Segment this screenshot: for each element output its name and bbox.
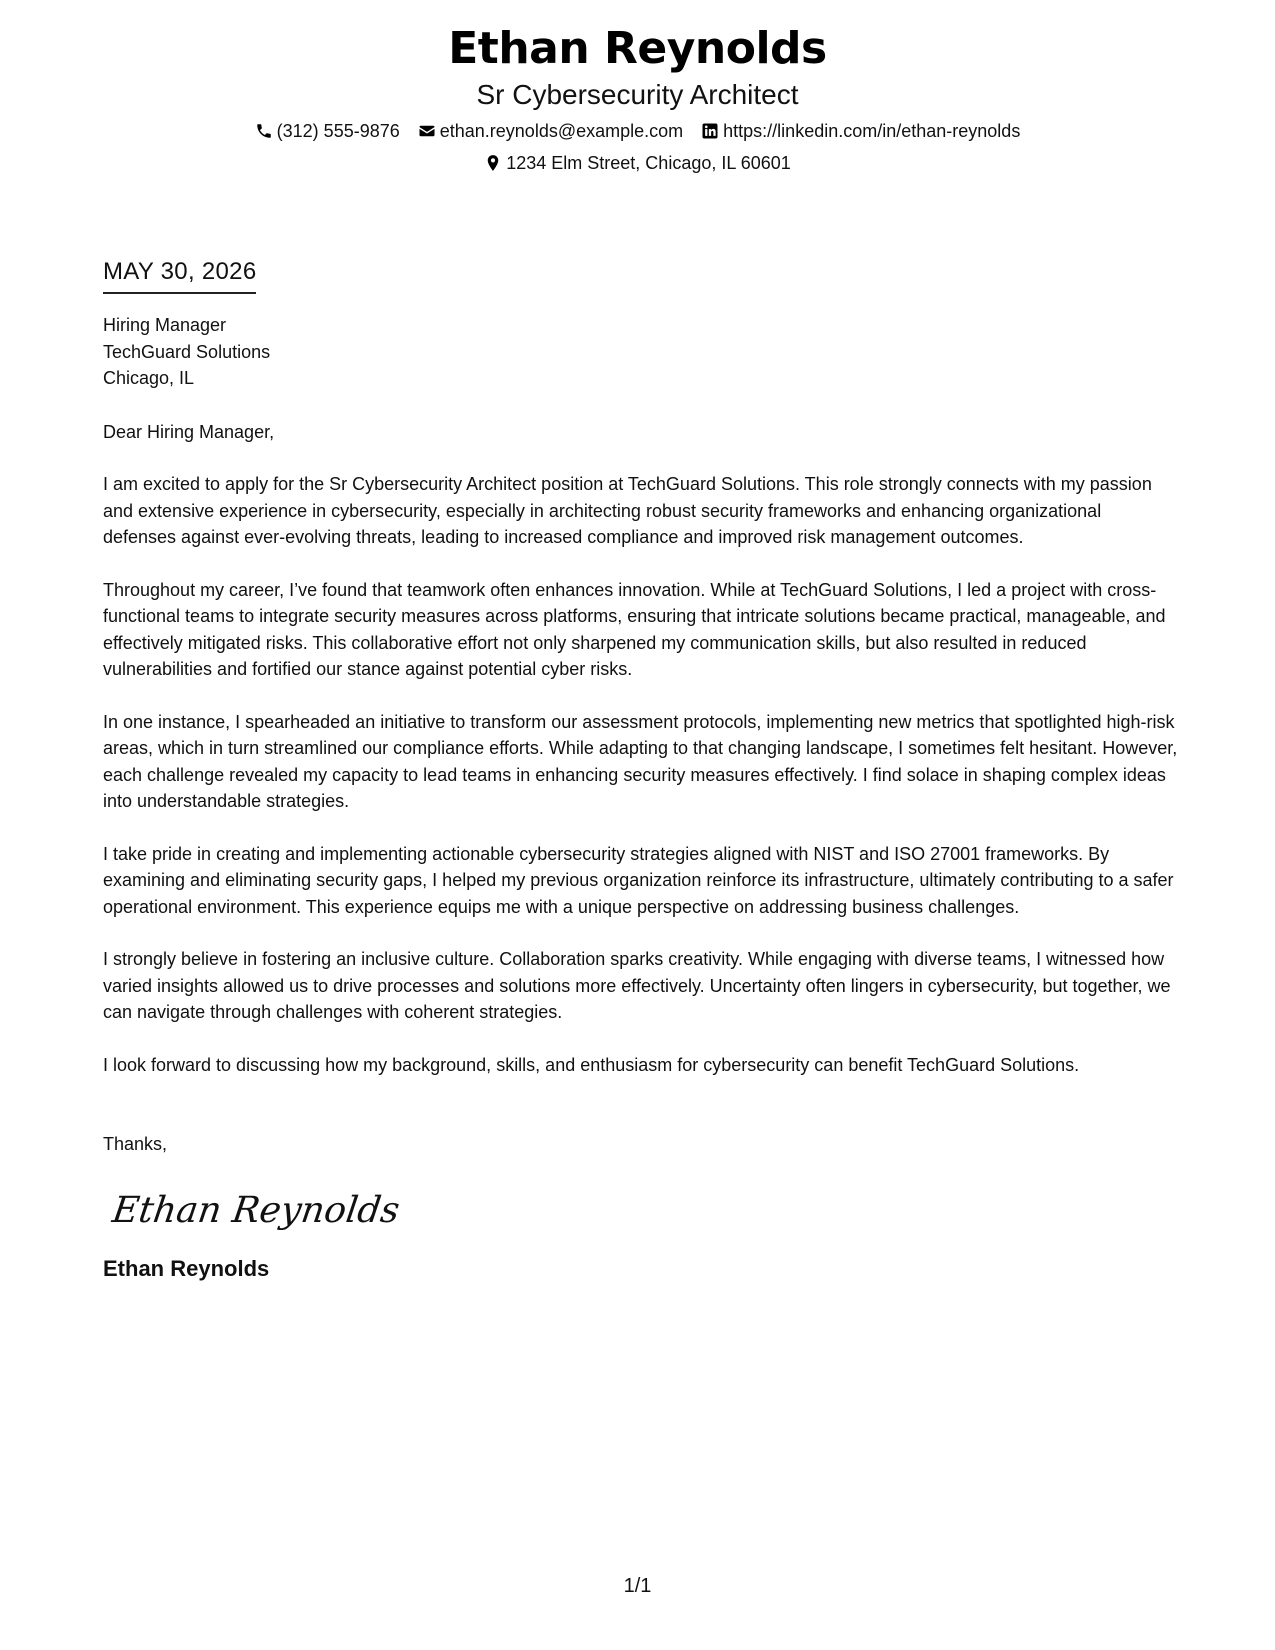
salutation: Dear Hiring Manager, — [103, 421, 275, 442]
address-text: 1234 Elm Street, Chicago, IL 60601 — [506, 153, 791, 173]
paragraph-2: Throughout my career, I’ve found that teamwork often enhances innovation. While at TechGuard Solutions, I led a project with cross-functional teams to integrate security measures across platforms, ensuring that intricate solutions became practical, manageable, and effectively mitigated risks. This collaborative effort not only sharpened my communication skills, but also resulted in reduced vulnerabilities and fortified our stance against potential cyber risks. — [103, 579, 1166, 679]
paragraph-1: I am excited to apply for the Sr Cybersecurity Architect position at TechGuard Solutions. This role strongly connects with my passion and extensive experience in cybersecurity, especially in architecting robust security frameworks and enhancing organizational defenses against ever-evolving threats, leading to increased compliance and improved risk management outcomes. — [103, 474, 1152, 547]
applicant-name: Ethan Reynolds — [448, 23, 827, 74]
contact-phone — [255, 118, 400, 144]
map-marker-icon — [484, 154, 502, 172]
paragraph-4: I take pride in creating and implementing actionable cybersecurity strategies aligned with NIST and ISO 27001 frameworks. By examining and eliminating security gaps, I helped my previous organization reinforce its infrastructure, ultimately contributing to a safer operational environment. This experience equips me with a unique perspective on addressing business challenges. — [103, 843, 1174, 917]
contact-linkedin[interactable] — [701, 118, 1020, 144]
letter-header — [0, 20, 1275, 176]
closing: Thanks, — [103, 1134, 168, 1154]
applicant-role: Sr Cybersecurity Architect — [476, 79, 799, 110]
phone-text: (312) 555-9876 — [276, 121, 400, 141]
recipient-title: Hiring Manager — [103, 315, 227, 335]
address-row — [0, 150, 1275, 176]
letter-body — [103, 256, 1178, 1284]
linkedin-text[interactable]: https://linkedin.com/in/ethan-reynolds — [723, 121, 1021, 141]
envelope-icon — [418, 122, 436, 140]
contact-email[interactable] — [418, 118, 683, 144]
linkedin-icon — [701, 122, 719, 140]
recipient-company: TechGuard Solutions — [103, 341, 271, 362]
recipient-block — [103, 312, 1178, 392]
paragraph-5: I strongly believe in fostering an inclusive culture. Collaboration sparks creativity. While engaging with diverse teams, I witnessed how varied insights allowed us to drive processes and solutions more effectively. Uncertainty often lingers in cybersecurity, but together, we can navigate through challenges with coherent strategies. — [103, 949, 1171, 1022]
contact-address — [484, 150, 791, 176]
contact-row — [0, 118, 1275, 144]
page-number: 1/1 — [623, 1575, 652, 1597]
email-text[interactable]: ethan.reynolds@example.com — [439, 121, 684, 141]
recipient-location: Chicago, IL — [103, 368, 195, 388]
signer-name: Ethan Reynolds — [103, 1255, 270, 1281]
paragraph-3: In one instance, I spearheaded an initiative to transform our assessment protocols, implementing new metrics that spotlighted high-risk areas, which in turn streamlined our compliance efforts. While adapting to that changing landscape, I sometimes felt hesitant. However, each challenge revealed my capacity to lead teams in enhancing security measures effectively. I find solace in shaping complex ideas into understandable strategies. — [103, 711, 1178, 811]
signature-script: Ethan Reynolds — [109, 1187, 403, 1231]
phone-icon — [255, 122, 273, 140]
handwritten-signature — [109, 1180, 403, 1240]
paragraph-6: I look forward to discussing how my background, skills, and enthusiasm for cybersecurity can benefit TechGuard Solutions. — [103, 1054, 1080, 1075]
letter-date: MAY 30, 2026 — [103, 256, 256, 294]
